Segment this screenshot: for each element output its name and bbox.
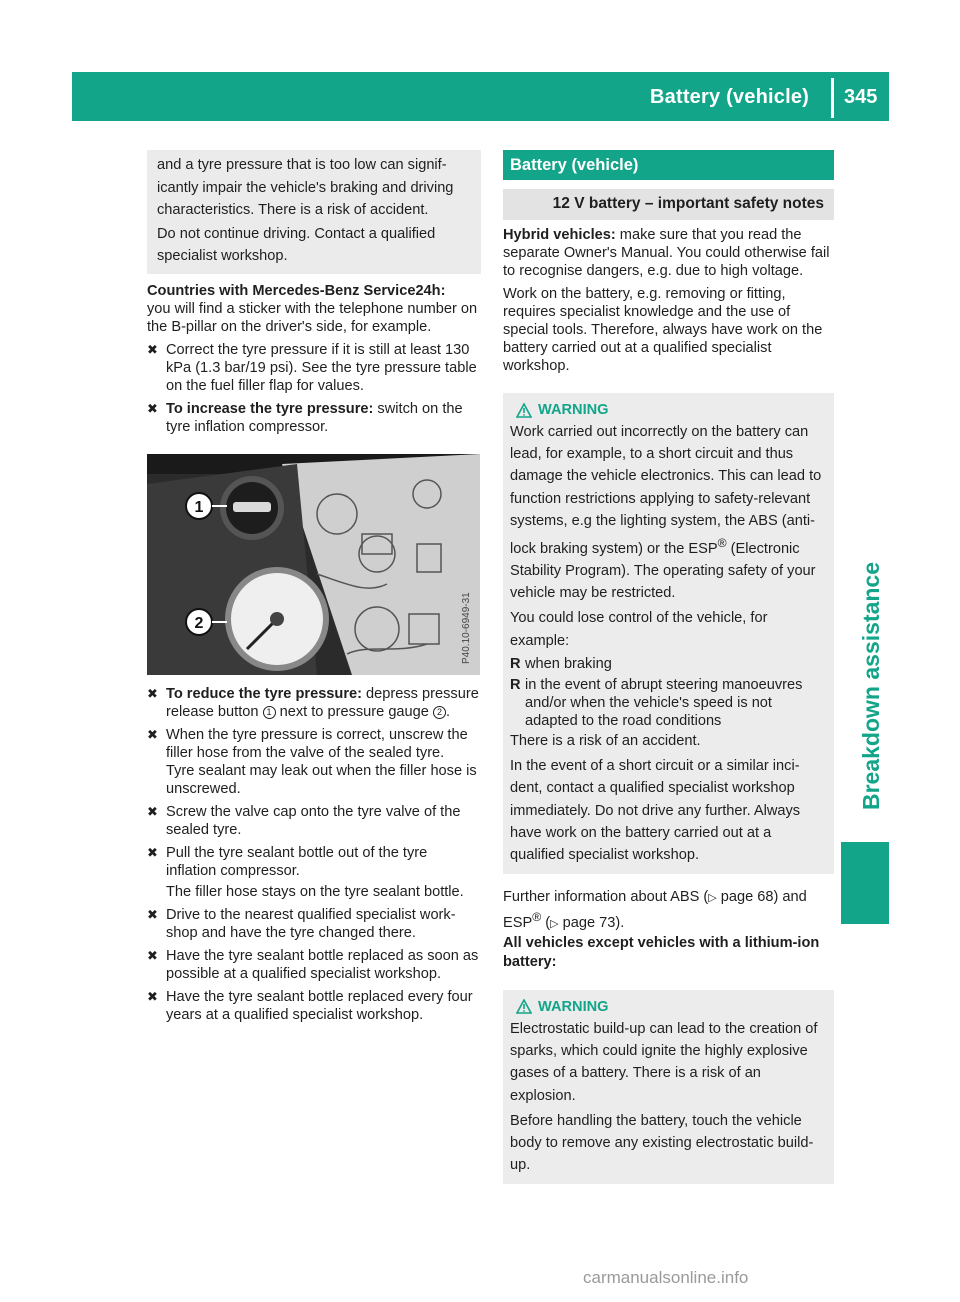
warning-text: In the event of a short circuit or a similar incident, contact a qualified specialist workshop immediately. Do not drive any further. Always have work on the battery carried out at a qualified specialist workshop.	[510, 758, 801, 863]
page-number: 345	[844, 86, 878, 108]
arrow-icon: ✖	[147, 947, 158, 963]
countries-paragraph	[147, 282, 481, 336]
step-text: .	[445, 703, 451, 720]
warning-text: There is a risk of an accident.	[510, 732, 701, 749]
instruction-step	[147, 906, 481, 942]
compressor-photo	[147, 454, 480, 675]
step-text: Have the tyre sealant bottle replaced as soon as possible at a qualified specialist workshop.	[166, 947, 479, 982]
further-info-paragraph: Further information about ABS (▷ page 68) and ESP® (▷ page 73). All vehicles except vehicles with a lithium-ion battery:	[503, 889, 820, 970]
subsection-heading: 12 V battery – important safety notes	[503, 189, 834, 220]
countries-heading: Countries with Mercedes-Benz Service24h:	[147, 282, 446, 299]
callout-2-ref: 2	[433, 706, 446, 719]
warning-triangle-icon	[516, 403, 532, 418]
instruction-step	[147, 947, 481, 983]
arrow-icon: ✖	[147, 341, 158, 357]
arrow-icon: ✖	[147, 906, 158, 922]
side-tab-label: Breakdown assistance	[858, 561, 884, 810]
instruction-step	[147, 341, 481, 395]
bullet-item: R in the event of abrupt steering manoeuvres and/or when the vehicle's speed is not adapted to the road conditions	[510, 676, 803, 729]
step-text: Pull the tyre sealant bottle out of the tyre inflation compressor.	[166, 844, 428, 879]
warning-box-electrostatic	[503, 990, 834, 1184]
step-text: Drive to the nearest qualified specialist workshop and have the tyre changed there.	[166, 906, 456, 941]
step-note: The filler hose stays on the tyre sealant bottle.	[166, 883, 464, 900]
step-text: next to pressure gauge	[275, 703, 433, 720]
lithium-heading: All vehicles except vehicles with a lithium-ion battery:	[503, 934, 820, 970]
arrow-icon: ✖	[147, 726, 158, 742]
work-paragraph: Work on the battery, e.g. removing or fitting, requires specialist knowledge and the use of special tools. Therefore, always have work on the battery carried out at a qualified specialist workshop.	[503, 286, 823, 374]
warning-title: WARNING	[510, 399, 827, 421]
warning-box-battery	[503, 393, 834, 874]
callout-1-ref: 1	[263, 706, 276, 719]
step-text: Screw the valve cap onto the tyre valve of the sealed tyre.	[166, 803, 461, 838]
photo-code: P40.10-6949-31	[461, 591, 472, 664]
page-ref-triangle-icon: ▷	[550, 917, 559, 930]
instruction-step	[147, 844, 481, 901]
left-column	[147, 150, 481, 1024]
arrow-icon: ✖	[147, 400, 158, 416]
step-text: When the tyre pressure is correct, unscrew the filler hose from the valve of the sealed tyre.	[166, 726, 468, 761]
step-bold: To increase the tyre pressure:	[166, 400, 374, 417]
step-text: switch on the tyre inflation compressor.	[166, 400, 463, 435]
arrow-icon: ✖	[147, 844, 158, 860]
side-tab-marker	[841, 842, 889, 924]
warning-text: Do not continue driving. Contact a qualified specialist workshop.	[157, 225, 436, 264]
instruction-step	[147, 803, 481, 839]
callout-2-label: 2	[194, 614, 204, 632]
right-column	[503, 150, 834, 1184]
step-bold: To reduce the tyre pressure:	[166, 685, 362, 702]
instruction-step	[147, 400, 481, 436]
instruction-step	[147, 988, 481, 1024]
hybrid-text: make sure that you read the separate Owner's Manual. You could otherwise fail to recognise dangers, e.g. due to high voltage.	[503, 227, 830, 279]
warning-text: Work carried out incorrectly on the battery can lead, for example, to a short circuit and thus damage the vehicle electronics. This can lead to function restrictions applying to safety-relevant systems, e.g the lighting system, the ABS (anti-lock braking system) or the ESP® (Electronic Stability Program). The operating safety of your vehicle may be restricted.	[510, 424, 822, 602]
bullet-item: R when braking	[510, 655, 612, 672]
bullet-icon: R	[510, 676, 521, 693]
warning-text: Electrostatic build-up can lead to the creation of sparks, which could ignite the highly explosive gases of a battery. There is a risk of an explosion.	[510, 1020, 818, 1104]
hybrid-bold: Hybrid vehicles:	[503, 227, 616, 243]
warning-text: Before handling the battery, touch the vehicle body to remove any existing electrostatic build-up.	[510, 1112, 814, 1174]
arrow-icon: ✖	[147, 803, 158, 819]
warning-triangle-icon	[516, 999, 532, 1014]
step-note: Tyre sealant may leak out when the filler hose is unscrewed.	[166, 762, 477, 797]
warning-title: WARNING	[510, 996, 827, 1018]
header-title: Battery (vehicle)	[650, 86, 810, 108]
countries-text: you will find a sticker with the telephone number on the B-pillar on the driver's side, for example.	[147, 300, 478, 335]
watermark: carmanualsonline.info	[583, 1268, 749, 1287]
step-text: Correct the tyre pressure if it is still at least 130 kPa (1.3 bar/19 psi). See the tyre pressure table on the fuel filler flap for values.	[166, 341, 477, 394]
arrow-icon: ✖	[147, 988, 158, 1004]
warning-text: You could lose control of the vehicle, for example:	[510, 610, 768, 649]
header-separator	[831, 78, 834, 118]
warning-text: and a tyre pressure that is too low can significantly impair the vehicle's braking and driving characteristics. There is a risk of accident.	[157, 157, 454, 218]
hybrid-paragraph	[503, 226, 834, 280]
step-text: Have the tyre sealant bottle replaced every four years at a qualified specialist workshop.	[166, 988, 473, 1023]
arrow-icon: ✖	[147, 685, 158, 701]
page-ref-triangle-icon: ▷	[708, 892, 717, 905]
section-heading: Battery (vehicle)	[503, 150, 834, 180]
callout-1-label: 1	[194, 498, 204, 516]
bullet-icon: R	[510, 655, 521, 672]
instruction-step	[147, 685, 481, 721]
instruction-step	[147, 726, 481, 798]
step-text: depress pressure release button	[166, 685, 479, 720]
continued-warning-box	[147, 150, 481, 274]
